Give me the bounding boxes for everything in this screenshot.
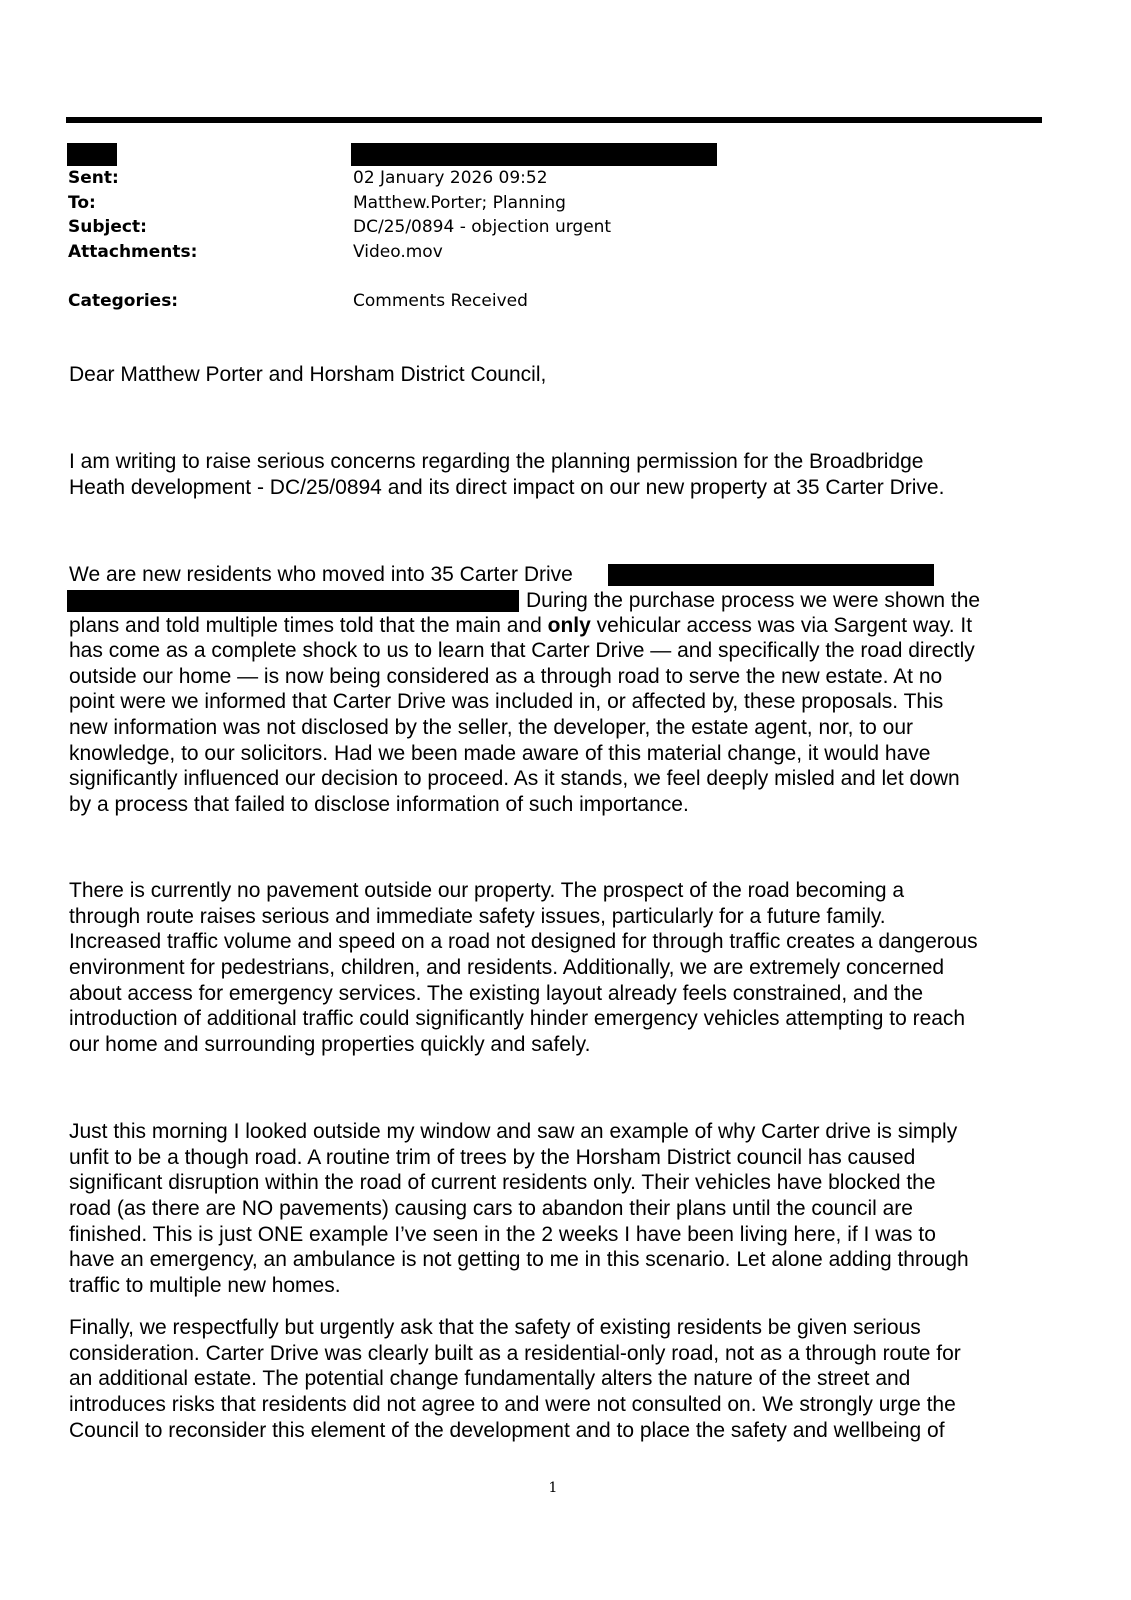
p2-line-3-start: plans and told multiple times told that the main and: [69, 614, 548, 637]
text-line: introduces risks that residents did not agree to and were not consulted on. We strongly urge the: [69, 1393, 956, 1417]
attachments-label: Attachments:: [68, 242, 198, 262]
salutation: Dear Matthew Porter and Horsham District Council,: [69, 363, 547, 386]
categories-value: Comments Received: [353, 291, 528, 311]
text-line: point were we informed that Carter Drive was included in, or affected by, these proposals. This: [69, 690, 944, 714]
p2-line-1: We are new residents who moved into 35 Carter Drive: [69, 563, 573, 586]
text-line: outside our home — is now being considered as a through road to serve the new estate. At no: [69, 664, 943, 688]
to-label: To:: [68, 193, 96, 213]
text-line: Increased traffic volume and speed on a road not designed for through traffic creates a dangerous: [69, 930, 978, 954]
paragraph-intro: [69, 449, 944, 500]
paragraph-closing: [69, 1315, 961, 1443]
text-line: significant disruption within the road of current residents only. Their vehicles have blocked the: [69, 1171, 936, 1195]
text-line: have an emergency, an ambulance is not getting to me in this scenario. Let alone adding through: [69, 1248, 969, 1272]
text-line: by a process that failed to disclose information of such importance.: [69, 793, 689, 817]
p2-line-2: During the purchase process we were shown the: [526, 589, 981, 612]
paragraph-shock: [69, 638, 975, 818]
text-line: road (as there are NO pavements) causing cars to abandon their plans until the council are: [69, 1197, 913, 1221]
text-line: consideration. Carter Drive was clearly built as a residential-only road, not as a through route for: [69, 1341, 961, 1365]
text-line: our home and surrounding properties quickly and safely.: [69, 1033, 591, 1057]
to-value: Matthew.Porter; Planning: [353, 193, 566, 213]
text-line: I am writing to raise serious concerns regarding the planning permission for the Broadbridge: [69, 450, 924, 473]
sent-value: 02 January 2026 09:52: [353, 168, 548, 188]
emphasis-only: only: [547, 614, 591, 637]
sent-label: Sent:: [68, 168, 119, 188]
p2-line-3: [69, 613, 972, 639]
text-line: has come as a complete shock to us to learn that Carter Drive — and specifically the road directly: [69, 639, 975, 662]
redacted-address-2: [67, 590, 519, 612]
page-number: 1: [548, 1480, 558, 1496]
paragraph-safety: [69, 878, 978, 1058]
text-line: introduction of additional traffic could significantly hinder emergency vehicles attempting to reach: [69, 1007, 966, 1031]
text-line: environment for pedestrians, children, and residents. Additionally, we are extremely concerned: [69, 956, 945, 980]
redacted-sender-label: [67, 143, 117, 166]
text-line: Heath development - DC/25/0894 and its direct impact on our new property at 35 Carter Drive.: [69, 475, 945, 499]
text-line: traffic to multiple new homes.: [69, 1274, 341, 1298]
p2-line-3-end: vehicular access was via Sargent way. It: [590, 614, 973, 637]
text-line: finished. This is just ONE example I’ve seen in the 2 weeks I have been living here, if I was to: [69, 1222, 936, 1246]
text-line: through route raises serious and immediate safety issues, particularly for a future family.: [69, 904, 886, 928]
text-line: Just this morning I looked outside my window and saw an example of why Carter drive is simply: [69, 1120, 958, 1143]
text-line: knowledge, to our solicitors. Had we been made aware of this material change, it would have: [69, 741, 931, 765]
subject-value: DC/25/0894 - objection urgent: [353, 217, 612, 237]
text-line: There is currently no pavement outside our property. The prospect of the road becoming a: [69, 879, 905, 902]
text-line: significantly influenced our decision to proceed. As it stands, we feel deeply misled and let down: [69, 767, 960, 791]
redacted-address-1: [608, 564, 934, 586]
categories-label: Categories:: [68, 291, 179, 311]
paragraph-example: [69, 1119, 969, 1299]
text-line: unfit to be a though road. A routine trim of trees by the Horsham District council has caused: [69, 1145, 916, 1169]
attachments-value: Video.mov: [353, 242, 443, 262]
text-line: about access for emergency services. The existing layout already feels constrained, and the: [69, 981, 924, 1005]
redacted-sender-value: [351, 143, 717, 166]
text-line: Finally, we respectfully but urgently ask that the safety of existing residents be given serious: [69, 1316, 921, 1339]
text-line: new information was not disclosed by the seller, the developer, the estate agent, nor, to our: [69, 716, 914, 740]
header-rule: [66, 117, 1042, 123]
text-line: an additional estate. The potential change fundamentally alters the nature of the street and: [69, 1367, 911, 1391]
text-line: Council to reconsider this element of the development and to place the safety and wellbeing of: [69, 1418, 945, 1442]
subject-label: Subject:: [68, 217, 147, 237]
